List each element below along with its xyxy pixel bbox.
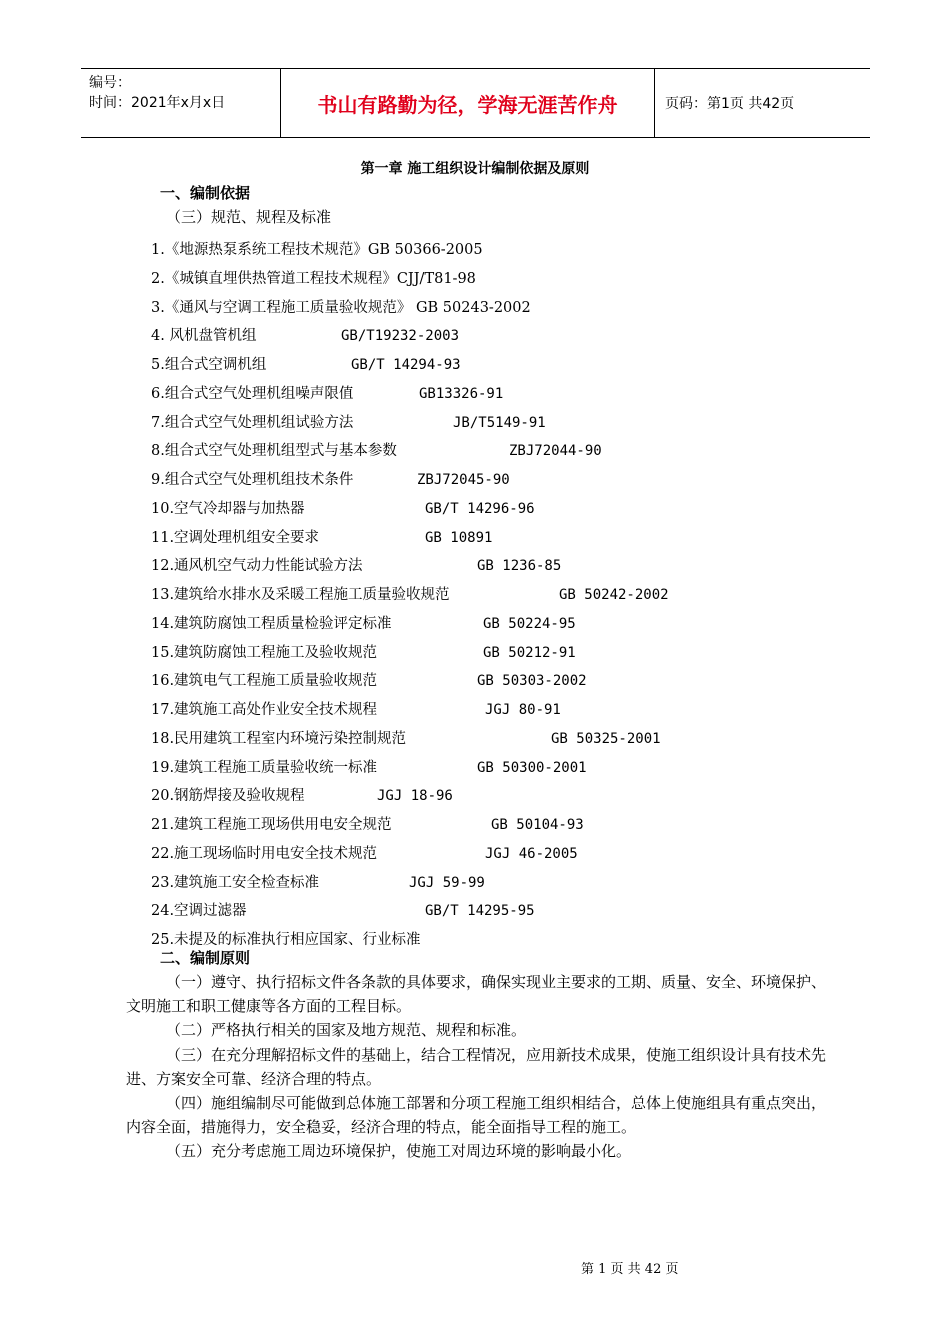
standard-code: JGJ 18-96	[377, 788, 453, 805]
section-heading-principles: 二、编制原则	[160, 949, 251, 967]
standard-item	[151, 643, 576, 672]
standard-item	[151, 901, 535, 930]
standard-item	[151, 671, 587, 700]
standard-item	[151, 528, 531, 557]
standard-name: 20.钢筋焊接及验收规程	[151, 788, 305, 805]
footer-page-number: 第 1 页 共 42 页	[581, 1262, 679, 1277]
standard-item	[151, 499, 535, 528]
standard-code: GB 50104-93	[491, 817, 584, 833]
standard-code: GB 50300-2001	[477, 759, 587, 776]
standard-item	[151, 470, 531, 499]
principle-paragraph: （五）充分考虑施工周边环境保护，使施工对周边环境的影响最小化。	[166, 1142, 632, 1161]
standard-code: JGJ 80-91	[485, 702, 561, 718]
standard-item	[151, 585, 669, 614]
standard-name: 11.空调处理机组安全要求	[151, 529, 320, 546]
standard-name: 6.组合式空气处理机组噪声限值	[151, 385, 354, 402]
standard-name: 4. 风机盘管机组	[151, 328, 257, 345]
standard-code: GB 1236-85	[477, 558, 562, 575]
standard-name: 18.民用建筑工程室内环境污染控制规范	[151, 730, 407, 747]
standard-name: 2.《城镇直埋供热管道工程技术规程》CJJ/T81-98	[151, 270, 476, 287]
standard-item	[151, 614, 576, 643]
standard-code: GB 50242-2002	[559, 587, 669, 603]
standard-item	[151, 786, 531, 815]
principle-paragraph: （二）严格执行相关的国家及地方规范、规程和标准。	[166, 1021, 527, 1040]
standard-item	[151, 844, 578, 873]
standards-list	[151, 240, 669, 959]
standard-item	[151, 441, 602, 470]
standard-code: ZBJ72045-90	[417, 472, 510, 488]
standard-item	[151, 269, 531, 298]
standard-code: GB 50303-2002	[477, 673, 587, 690]
standard-name: 15.建筑防腐蚀工程施工及验收规范	[151, 644, 378, 661]
standard-name: 17.建筑施工高处作业安全技术规程	[151, 702, 378, 718]
principles-paragraphs	[126, 970, 826, 1164]
principle-paragraph: （四）施组编制尽可能做到总体施工部署和分项工程施工组织相结合，总体上使施组具有重点突出，内容全面，措施得力，安全稳妥，经济合理的特点，能全面指导工程的施工。	[126, 1094, 827, 1137]
header-meta	[81, 69, 281, 137]
standard-item	[151, 758, 587, 787]
standard-item	[151, 298, 531, 327]
standard-name: 16.建筑电气工程施工质量验收规范	[151, 673, 378, 690]
standard-item	[151, 413, 546, 442]
subsection-heading-standards: （三）规范、规程及标准	[166, 208, 332, 226]
chapter-title: 第一章 施工组织设计编制依据及原则	[360, 161, 590, 177]
standard-item	[151, 355, 531, 384]
document-time-label: 时间：2021年x月x日	[89, 95, 226, 111]
standard-item	[151, 815, 584, 844]
standard-name: 24.空调过滤器	[151, 903, 247, 920]
standard-code: GB/T 14294-93	[351, 357, 461, 373]
standard-code: JGJ 59-99	[409, 874, 485, 891]
standard-item	[151, 700, 561, 729]
section-heading-basis: 一、编制依据	[160, 184, 251, 202]
standard-item	[151, 873, 531, 902]
standard-item	[151, 384, 531, 413]
standard-name: 21.建筑工程施工现场供用电安全规范	[151, 817, 392, 833]
standard-code: JGJ 46-2005	[485, 845, 578, 862]
standard-name: 10.空气冷却器与加热器	[151, 500, 305, 517]
standard-name: 13.建筑给水排水及采暖工程施工质量验收规范	[151, 587, 450, 603]
standard-name: 5.组合式空调机组	[151, 357, 267, 373]
standard-code: GB/T 14295-95	[425, 903, 535, 920]
standard-name: 8.组合式空气处理机组型式与基本参数	[151, 443, 397, 460]
standard-item	[151, 240, 531, 269]
standard-code: ZBJ72044-90	[509, 443, 602, 460]
principle-paragraph: （三）在充分理解招标文件的基础上，结合工程情况，应用新技术成果，使施工组织设计具有技术先进、方案安全可靠、经济合理的特点。	[126, 1045, 827, 1088]
standard-code: GB/T 14296-96	[425, 500, 535, 517]
header-page-label: 页码：第1页 共42页	[665, 96, 795, 112]
document-number-label: 编号：	[89, 75, 131, 91]
standard-code: JB/T5149-91	[453, 414, 546, 431]
standard-item	[151, 326, 531, 355]
header-motto: 书山有路勤为径，学海无涯苦作舟	[281, 69, 655, 137]
standard-code: GB 50212-91	[483, 644, 576, 661]
standard-name: 12.通风机空气动力性能试验方法	[151, 558, 363, 575]
standard-code: GB 10891	[425, 529, 493, 546]
standard-code: GB 50325-2001	[551, 730, 661, 747]
standard-code: GB 50224-95	[483, 615, 576, 632]
principle-paragraph: （一）遵守、执行招标文件各条款的具体要求，确保实现业主要求的工期、质量、安全、环境保护、文明施工和职工健康等各方面的工程目标。	[126, 973, 827, 1016]
standard-name: 23.建筑施工安全检查标准	[151, 874, 320, 891]
standard-name: 3.《通风与空调工程施工质量验收规范》 GB 50243-2002	[151, 299, 531, 316]
standard-code: GB13326-91	[419, 385, 504, 402]
standard-code: GB/T19232-2003	[341, 328, 460, 345]
standard-name: 14.建筑防腐蚀工程质量检验评定标准	[151, 615, 392, 632]
standard-name: 25.未提及的标准执行相应国家、行业标准	[151, 932, 421, 948]
standard-name: 22.施工现场临时用电安全技术规范	[151, 845, 378, 862]
standard-item	[151, 556, 562, 585]
standard-name: 7.组合式空气处理机组试验方法	[151, 414, 354, 431]
header-table	[81, 68, 870, 138]
standard-name: 9.组合式空气处理机组技术条件	[151, 472, 354, 488]
standard-item	[151, 729, 661, 758]
standard-name: 19.建筑工程施工质量验收统一标准	[151, 759, 378, 776]
standard-name: 1.《地源热泵系统工程技术规范》GB 50366-2005	[151, 242, 483, 258]
